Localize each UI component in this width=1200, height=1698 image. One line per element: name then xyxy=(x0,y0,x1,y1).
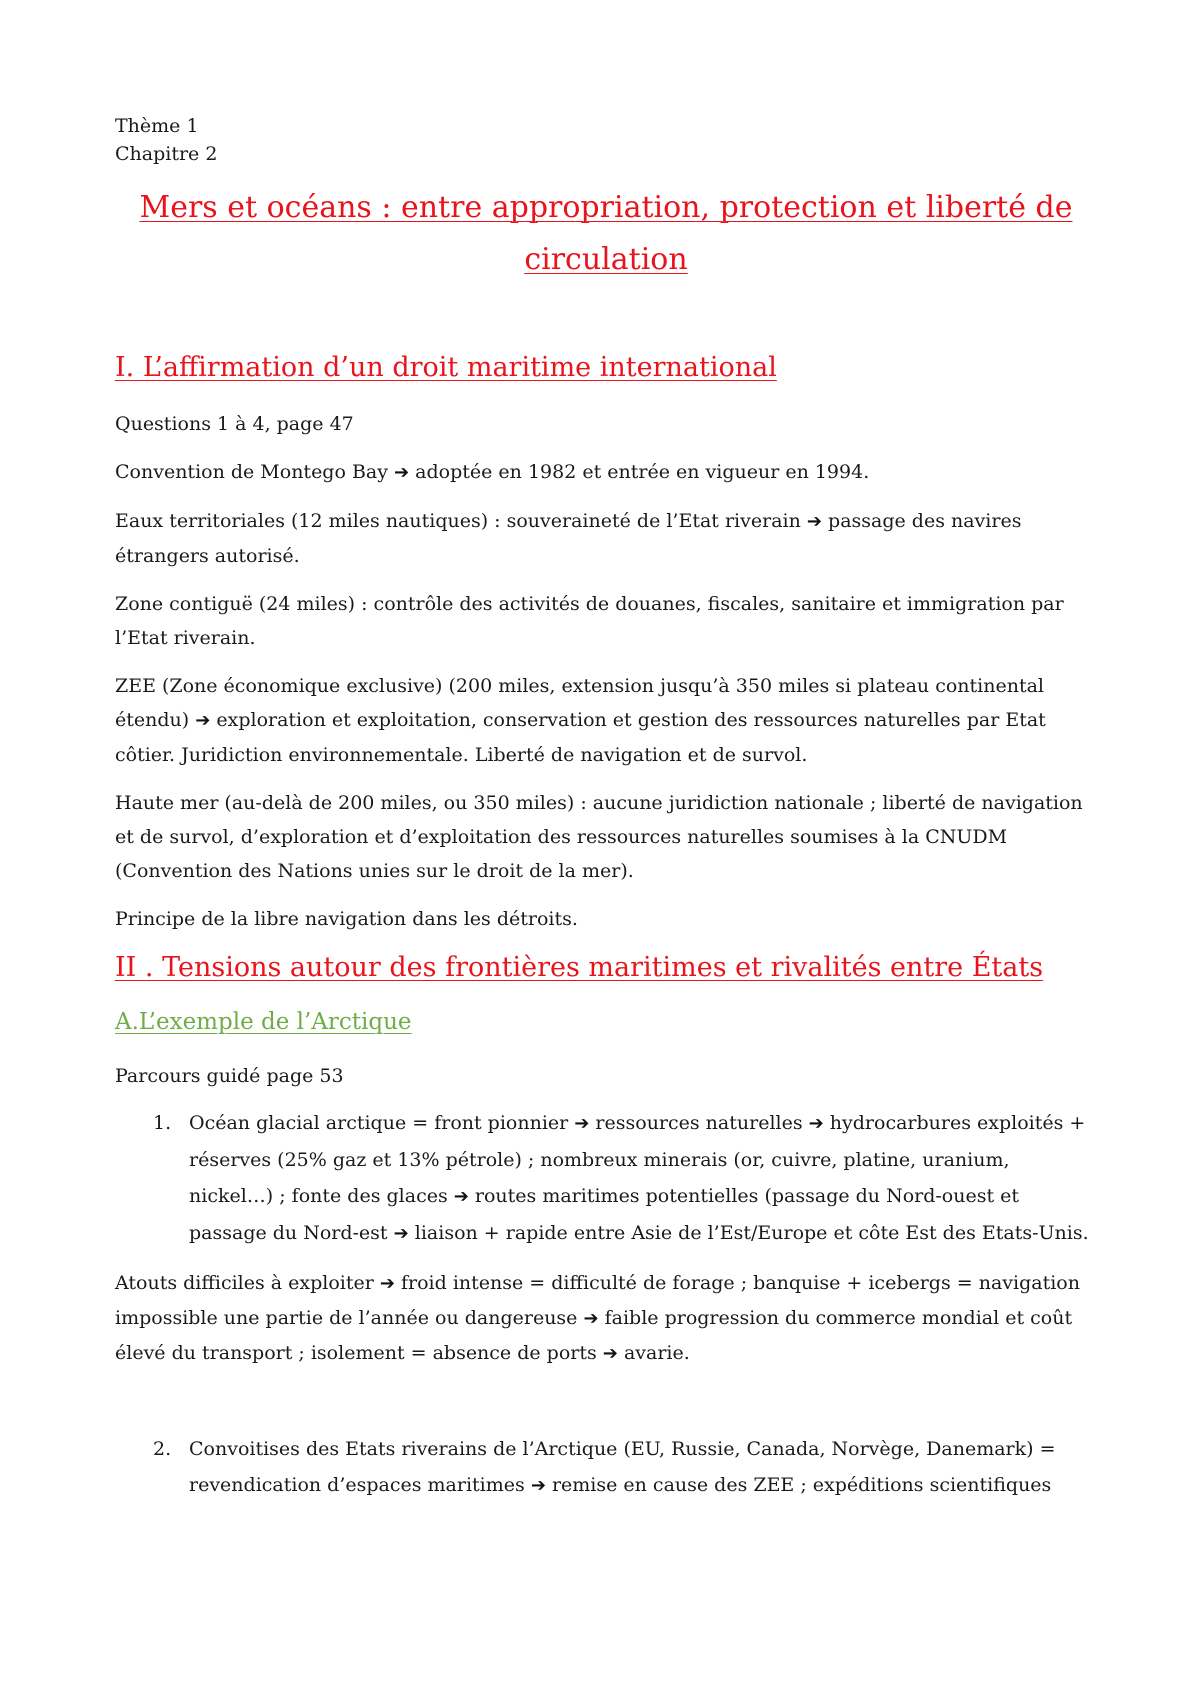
document-title: Mers et océans : entre appropriation, protection et liberté de circulation xyxy=(139,190,1073,277)
text-segment: hydrocarbures exploités + réserves (25% gaz et 13% pétrole) ; nombreux minerais (or, cuivre, platine, uranium, nickel…) ; fonte des glaces xyxy=(189,1112,1086,1207)
text-segment: liaison + rapide entre Asie de l’Est/Europe et côte Est des Etats-Unis. xyxy=(414,1222,1089,1244)
text-segment: remise en cause des ZEE ; expéditions scientifiques xyxy=(551,1474,1052,1496)
arrow-right-icon: ➔ xyxy=(453,1186,469,1207)
numbered-list-1 xyxy=(115,1105,1097,1252)
list-number: 1. xyxy=(153,1112,172,1134)
arrow-right-icon: ➔ xyxy=(574,1113,590,1134)
text-segment: Océan glacial arctique = front pionnier xyxy=(189,1112,569,1134)
paragraph-haute-mer: Haute mer (au-delà de 200 miles, ou 350 miles) : aucune juridiction nationale ; liberté de navigation et de survol, d’exploration et d’exploitation des ressources naturelles soumises à la CNUDM (Convention des Nations unies sur le droit de la mer). xyxy=(115,792,1083,882)
text-segment: froid intense = difficulté de forage ; banquise + icebergs = navigation impossible une partie de l’année ou dangereuse xyxy=(115,1272,1080,1329)
arrow-right-icon: ➔ xyxy=(583,1308,599,1329)
text-segment: ZEE (Zone économique exclusive) (200 miles, extension jusqu’à 350 miles si plateau continental étendu) xyxy=(115,675,1044,731)
text-segment: routes maritimes potentielles (passage du Nord-ouest et passage du Nord-est xyxy=(189,1185,1020,1244)
paragraph-zone-contigue: Zone contiguë (24 miles) : contrôle des activités de douanes, fiscales, sanitaire et immigration par l’Etat riverain. xyxy=(115,593,1064,649)
list-number: 2. xyxy=(153,1438,172,1460)
section-2-heading: II . Tensions autour des frontières maritimes et rivalités entre États xyxy=(115,952,1044,983)
numbered-list-2 xyxy=(115,1431,1097,1504)
arrow-right-icon: ➔ xyxy=(602,1343,618,1364)
chapter-label: Chapitre 2 xyxy=(115,143,218,165)
paragraph-montego-bay xyxy=(115,455,1097,490)
paragraph-atouts xyxy=(115,1266,1097,1371)
text-segment: exploration et exploitation, conservation et gestion des ressources naturelles par Etat côtier. Juridiction environnementale. Liberté de navigation et de survol. xyxy=(115,709,1046,766)
text-segment: adoptée en 1982 et entrée en vigueur en 1994. xyxy=(415,461,870,483)
arrow-right-icon: ➔ xyxy=(379,1273,395,1294)
section-1-heading: I. L’affirmation d’un droit maritime international xyxy=(115,352,777,383)
text-segment: Atouts difficiles à exploiter xyxy=(115,1272,374,1294)
text-segment: Eaux territoriales (12 miles nautiques) : souveraineté de l’Etat riverain xyxy=(115,510,801,532)
paragraph-eaux-territoriales xyxy=(115,504,1097,573)
list-item xyxy=(115,1105,1097,1252)
text-segment: passage des navires étrangers autorisé. xyxy=(115,510,1022,567)
subsection-a-heading: A.L’exemple de l’Arctique xyxy=(115,1009,412,1035)
theme-label: Thème 1 xyxy=(115,115,199,137)
text-segment: Convoitises des Etats riverains de l’Arctique (EU, Russie, Canada, Norvège, Danemark) = revendication d’espaces maritimes xyxy=(189,1438,1056,1496)
list-item xyxy=(115,1431,1097,1504)
text-segment: avarie. xyxy=(623,1342,690,1364)
paragraph-zee xyxy=(115,669,1097,772)
arrow-right-icon: ➔ xyxy=(195,710,211,731)
arrow-right-icon: ➔ xyxy=(393,1223,409,1244)
document-page xyxy=(115,112,1097,1504)
parcours-reference: Parcours guidé page 53 xyxy=(115,1065,344,1087)
arrow-right-icon: ➔ xyxy=(808,1113,824,1134)
arrow-right-icon: ➔ xyxy=(394,462,410,483)
text-segment: ressources naturelles xyxy=(595,1112,803,1134)
arrow-right-icon: ➔ xyxy=(806,511,822,532)
text-segment: faible progression du commerce mondial et coût élevé du transport ; isolement = absence de ports xyxy=(115,1307,1073,1364)
text-segment: Convention de Montego Bay xyxy=(115,461,388,483)
arrow-right-icon: ➔ xyxy=(530,1475,546,1496)
paragraph-principe: Principe de la libre navigation dans les détroits. xyxy=(115,908,578,930)
questions-reference: Questions 1 à 4, page 47 xyxy=(115,413,354,435)
